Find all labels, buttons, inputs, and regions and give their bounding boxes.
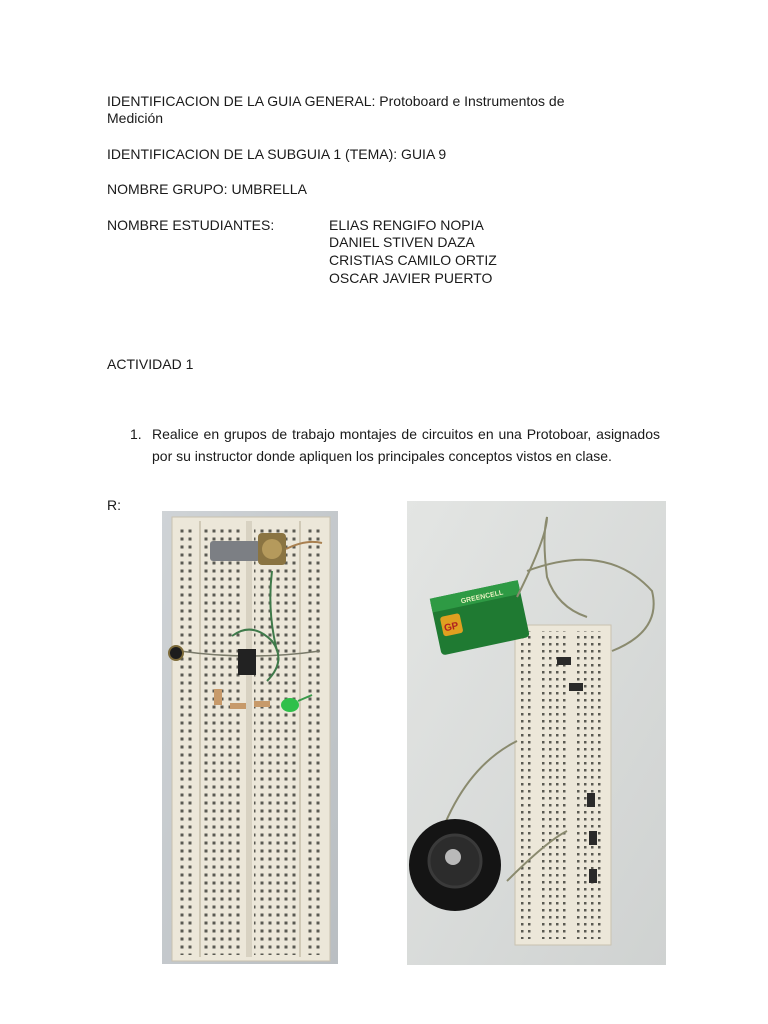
circuit-photo-2 <box>407 501 666 965</box>
student-name: DANIEL STIVEN DAZA <box>329 234 475 250</box>
response-label: R: <box>107 497 121 513</box>
list-item-number: 1. <box>130 426 142 442</box>
student-name: OSCAR JAVIER PUERTO <box>329 270 493 286</box>
breadboard-image <box>162 511 338 964</box>
student-name: CRISTIAS CAMILO ORTIZ <box>329 252 497 268</box>
guia-general-title-cont: Medición <box>107 110 164 126</box>
student-name: ELIAS RENGIFO NOPIA <box>329 217 484 233</box>
activity-title: ACTIVIDAD 1 <box>107 356 194 372</box>
subguia-title: IDENTIFICACION DE LA SUBGUIA 1 (TEMA): GUIA 9 <box>107 146 447 162</box>
svg-text:GREENCELL: GREENCELL <box>460 589 504 606</box>
students-label: NOMBRE ESTUDIANTES: <box>107 217 275 233</box>
circuit-photo-1 <box>162 511 338 964</box>
group-name: NOMBRE GRUPO: UMBRELLA <box>107 181 307 197</box>
guia-general-title: IDENTIFICACION DE LA GUIA GENERAL: Protoboard e Instrumentos de <box>107 93 565 109</box>
list-item-text: Realice en grupos de trabajo montajes de circuitos en una Protoboar, asignados por su instructor donde apliquen los principales conceptos vistos en clase. <box>152 426 660 464</box>
breadboard-battery-image <box>407 501 666 965</box>
battery-label: GP <box>443 620 460 635</box>
